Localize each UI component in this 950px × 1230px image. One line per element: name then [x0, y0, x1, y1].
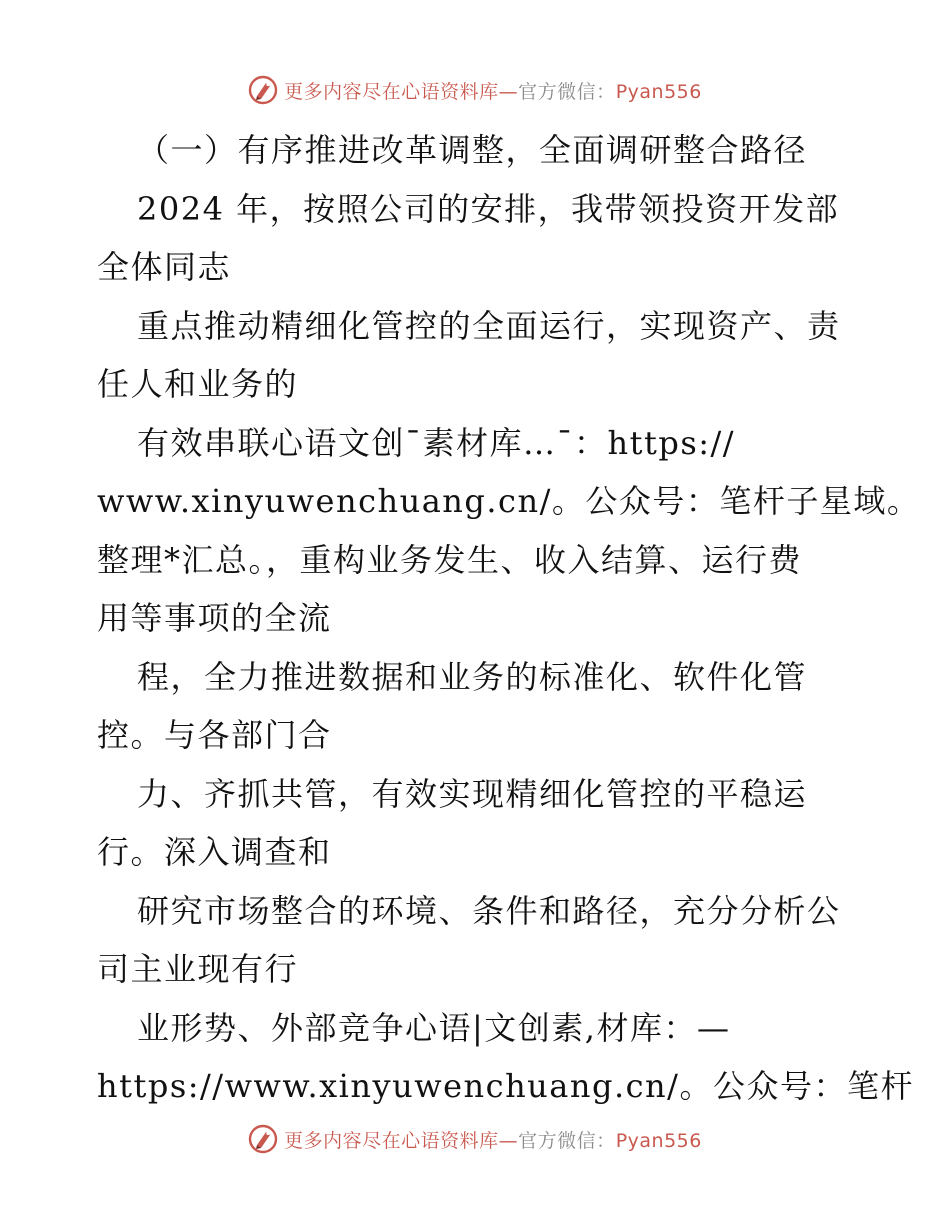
text-line: 整理*汇总。，重构业务发生、收入结算、运行费	[97, 540, 803, 579]
header-wechat-id: Pyan556	[615, 80, 702, 103]
header-dash: —	[498, 80, 519, 103]
text-line: 力、齐抓共管，有效实现精细化管控的平稳运	[137, 774, 808, 813]
header-brand: 更多内容尽在心语资料库	[284, 80, 499, 103]
text-line: 任人和业务的	[97, 365, 299, 403]
header-wechat-label: 官方微信：	[518, 80, 616, 103]
footer-brand: 更多内容尽在心语资料库	[284, 1129, 499, 1152]
text-line: 业形势、外部竞争心语|文创素,材库：—	[137, 1008, 731, 1047]
text-line: 重点推动精细化管控的全面运行，实现资产、责	[137, 306, 841, 345]
text-line: 2024 年，按照公司的安排，我带领投资开发部	[137, 189, 840, 228]
text-line: 程，全力推进数据和业务的标准化、软件化管	[137, 657, 808, 696]
footer-wechat-id: Pyan556	[615, 1129, 702, 1152]
footer-dash: —	[498, 1129, 519, 1152]
document-body	[97, 121, 921, 1116]
pen-logo-icon	[248, 1124, 278, 1154]
text-line: 控。与各部门合	[97, 716, 332, 754]
text-line: （一）有序推进改革调整，全面调研整合路径	[137, 131, 808, 169]
text-line: www.xinyuwenchuang.cn/。公众号：笔杆子星域。	[97, 482, 921, 520]
text-line: 司主业现有行	[97, 950, 299, 988]
text-line: 有效串联心语文创¯素材库…¯：https://	[137, 423, 736, 462]
header-text	[284, 77, 702, 104]
footer-text	[284, 1126, 702, 1153]
text-line: 用等事项的全流	[97, 599, 332, 637]
header-banner	[0, 70, 950, 110]
text-line: 行。深入调查和	[97, 833, 332, 871]
text-line: 全体同志	[97, 248, 232, 286]
footer-wechat-label: 官方微信：	[518, 1129, 616, 1152]
text-line: 研究市场整合的环境、条件和路径，充分分析公	[137, 891, 841, 930]
footer-banner	[0, 1119, 950, 1159]
text-line: https://www.xinyuwenchuang.cn/。公众号：笔杆	[97, 1067, 914, 1105]
pen-logo-icon	[248, 75, 278, 105]
